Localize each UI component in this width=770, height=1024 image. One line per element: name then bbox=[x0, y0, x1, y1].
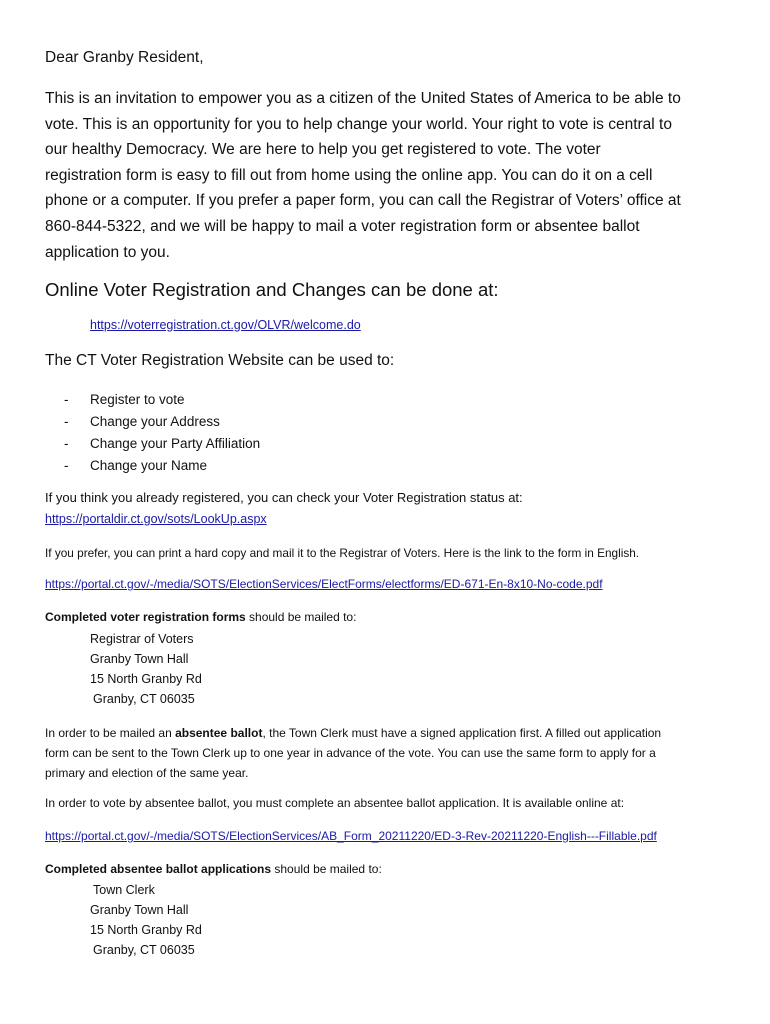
completed-registration-text bbox=[45, 610, 356, 624]
completed-absentee-bold: Completed absentee ballot applications bbox=[45, 862, 272, 876]
check-status-link[interactable]: https://portaldir.ct.gov/sots/LookUp.aspx bbox=[45, 512, 267, 526]
online-registration-heading: Online Voter Registration and Changes can be done at: bbox=[45, 279, 499, 300]
intro-paragraph bbox=[45, 86, 735, 265]
address-line: Registrar of Voters bbox=[90, 632, 194, 646]
list-item-text: Register to vote bbox=[90, 392, 185, 407]
check-status-text: If you think you already registered, you can check your Voter Registration status at: bbox=[45, 490, 523, 505]
absentee-ballot-bold: absentee ballot bbox=[175, 726, 263, 740]
print-form-link[interactable]: https://portal.ct.gov/-/media/SOTS/ElectionServices/ElectForms/electforms/ED-671-En-8x10-No-code.pdf bbox=[45, 577, 603, 591]
intro-line: application to you. bbox=[45, 243, 170, 261]
clerk-address bbox=[90, 880, 202, 960]
absentee-intro-line: primary and election of the same year. bbox=[45, 766, 249, 780]
list-item-text: Change your Address bbox=[90, 414, 220, 429]
salutation: Dear Granby Resident, bbox=[45, 49, 204, 66]
intro-line: our healthy Democracy. We are here to help you get registered to vote. The voter bbox=[45, 141, 601, 159]
list-item bbox=[64, 411, 260, 433]
bullet-dash: - bbox=[64, 436, 69, 451]
intro-line: vote. This is an opportunity for you to help change your world. Your right to vote is central to bbox=[45, 115, 672, 133]
intro-line: This is an invitation to empower you as a citizen of the United States of America to be able to bbox=[45, 90, 681, 107]
list-item-text: Change your Party Affiliation bbox=[90, 436, 261, 451]
registrar-address bbox=[90, 629, 202, 709]
absentee-intro-line bbox=[45, 723, 745, 743]
list-item bbox=[64, 455, 260, 477]
completed-registration-rest: should be mailed to: bbox=[245, 610, 357, 624]
completed-absentee-text bbox=[45, 862, 382, 876]
address-line: Granby, CT 06035 bbox=[93, 943, 195, 957]
intro-line: 860-844-5322, and we will be happy to mail a voter registration form or absentee ballot bbox=[45, 217, 640, 235]
address-line: Granby Town Hall bbox=[90, 652, 189, 666]
address-line: Granby, CT 06035 bbox=[93, 692, 195, 706]
list-item-text: Change your Name bbox=[90, 458, 208, 473]
completed-registration-bold: Completed voter registration forms bbox=[45, 610, 246, 624]
intro-line: phone or a computer. If you prefer a paper form, you can call the Registrar of Voters’ office at bbox=[45, 192, 681, 210]
bullet-dash: - bbox=[64, 458, 69, 473]
print-form-text: If you prefer, you can print a hard copy and mail it to the Registrar of Voters. Here is the link to the form in English. bbox=[45, 546, 640, 560]
list-item bbox=[64, 433, 260, 455]
absentee-intro-line: form can be sent to the Town Clerk up to one year in advance of the vote. You can use the same form to apply for a bbox=[45, 746, 656, 760]
completed-absentee-rest: should be mailed to: bbox=[271, 862, 382, 876]
absentee-online-text: In order to vote by absentee ballot, you must complete an absentee ballot application. It is available online at: bbox=[45, 796, 625, 810]
website-uses-heading: The CT Voter Registration Website can be used to: bbox=[45, 352, 395, 369]
intro-line: registration form is easy to fill out from home using the online app. You can do it on a cell bbox=[45, 166, 653, 184]
address-line: Granby Town Hall bbox=[90, 903, 189, 917]
website-uses-list bbox=[64, 389, 260, 477]
absentee-intro-text: , the Town Clerk must have a signed application first. A filled out application bbox=[262, 726, 662, 740]
absentee-intro-paragraph bbox=[45, 723, 745, 783]
online-registration-link[interactable]: https://voterregistration.ct.gov/OLVR/welcome.do bbox=[90, 318, 361, 332]
absentee-intro-text: In order to be mailed an bbox=[45, 726, 176, 740]
list-item bbox=[64, 389, 260, 411]
address-line: 15 North Granby Rd bbox=[90, 923, 202, 937]
address-line: Town Clerk bbox=[93, 883, 155, 897]
bullet-dash: - bbox=[64, 392, 69, 407]
absentee-form-link[interactable]: https://portal.ct.gov/-/media/SOTS/ElectionServices/AB_Form_20211220/ED-3-Rev-20211220-English---Fillable.pdf bbox=[45, 829, 657, 843]
address-line: 15 North Granby Rd bbox=[90, 672, 202, 686]
bullet-dash: - bbox=[64, 414, 69, 429]
